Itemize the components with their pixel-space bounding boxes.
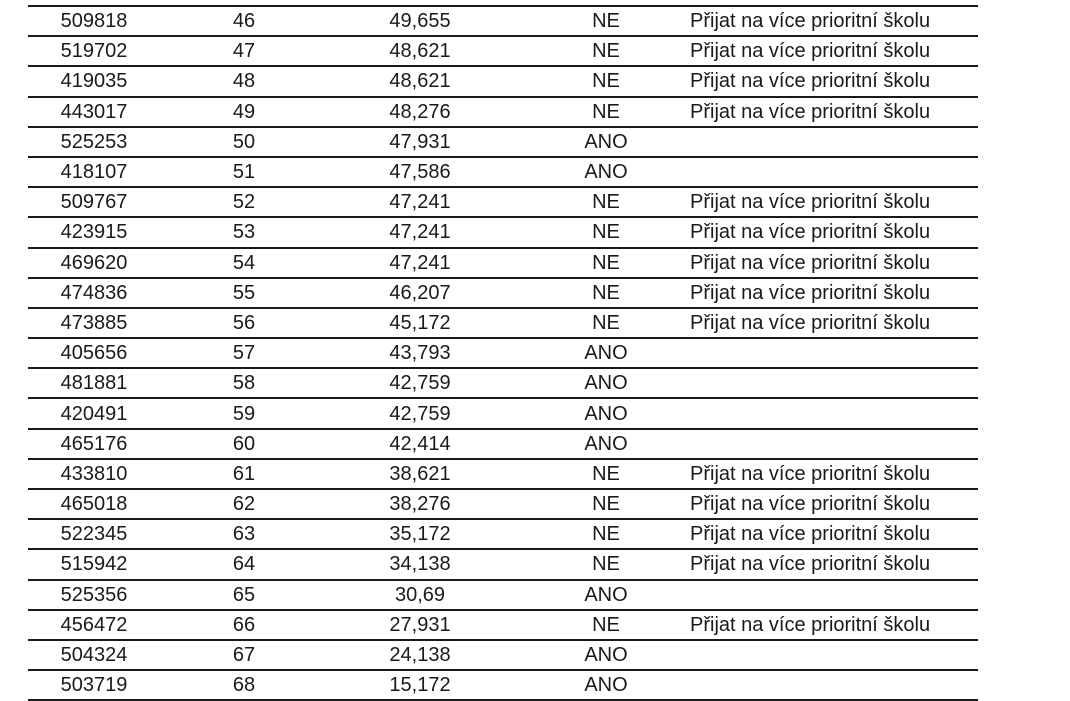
points-cell: 24,138 [389,644,451,667]
table-row [28,37,978,67]
admitted-cell: NE [592,281,620,304]
points-cell: 15,172 [389,674,451,697]
applicant-code-cell: 525356 [60,583,128,606]
rank-cell: 50 [232,130,256,153]
rank-cell: 48 [232,70,256,93]
table-row [28,7,978,37]
points-cell: 45,172 [389,311,451,334]
applicant-code-cell: 419035 [60,70,128,93]
table-row [28,98,978,128]
points-cell: 34,138 [389,553,451,576]
table-row [28,641,978,671]
table-row [28,249,978,279]
admitted-cell: ANO [584,372,628,395]
table-row [28,369,978,399]
admitted-cell: NE [592,100,620,123]
admitted-cell: NE [592,10,620,33]
applicant-code-cell: 465176 [60,432,128,455]
rank-cell: 55 [232,281,256,304]
admitted-cell: NE [592,493,620,516]
note-cell: Přijat na více prioritní školu [690,493,931,516]
note-cell: Přijat na více prioritní školu [690,40,931,63]
points-cell: 35,172 [389,523,451,546]
note-cell: Přijat na více prioritní školu [690,462,931,485]
applicant-code-cell: 525253 [60,130,128,153]
table-row [28,430,978,460]
admitted-cell: NE [592,40,620,63]
points-cell: 47,241 [389,221,451,244]
rank-cell: 63 [232,523,256,546]
rank-cell: 67 [232,644,256,667]
table-row [28,460,978,490]
rank-cell: 51 [232,161,256,184]
table-row [28,339,978,369]
applicant-code-cell: 522345 [60,523,128,546]
admitted-cell: ANO [584,402,628,425]
admitted-cell: NE [592,221,620,244]
note-cell: Přijat na více prioritní školu [690,523,931,546]
rank-cell: 47 [232,40,256,63]
rank-cell: 66 [232,613,256,636]
table-body [28,7,978,701]
rank-cell: 53 [232,221,256,244]
applicant-code-cell: 504324 [60,644,128,667]
applicant-code-cell: 474836 [60,281,128,304]
points-cell: 43,793 [389,342,451,365]
table-row [28,399,978,429]
points-cell: 47,241 [389,251,451,274]
points-cell: 49,655 [389,10,451,33]
applicant-code-cell: 418107 [60,161,128,184]
table-row [28,67,978,97]
points-cell: 48,276 [389,100,451,123]
rank-cell: 64 [232,553,256,576]
rank-cell: 58 [232,372,256,395]
points-cell: 47,586 [389,161,451,184]
applicant-code-cell: 503719 [60,674,128,697]
rank-cell: 56 [232,311,256,334]
rank-cell: 46 [232,10,256,33]
admitted-cell: NE [592,613,620,636]
table-top-rule [28,0,978,7]
applicant-code-cell: 515942 [60,553,128,576]
points-cell: 42,414 [389,432,451,455]
admitted-cell: ANO [584,342,628,365]
note-cell: Přijat na více prioritní školu [690,311,931,334]
applicant-code-cell: 473885 [60,311,128,334]
table-row [28,188,978,218]
applicant-code-cell: 443017 [60,100,128,123]
points-cell: 47,931 [389,130,451,153]
applicant-code-cell: 481881 [60,372,128,395]
applicant-code-cell: 423915 [60,221,128,244]
applicant-code-cell: 420491 [60,402,128,425]
admitted-cell: ANO [584,674,628,697]
points-cell: 38,276 [389,493,451,516]
table-row [28,611,978,641]
table-row [28,490,978,520]
table-row [28,581,978,611]
rank-cell: 62 [232,493,256,516]
applicant-code-cell: 509767 [60,191,128,214]
applicant-code-cell: 465018 [60,493,128,516]
applicant-code-cell: 405656 [60,342,128,365]
table-row [28,309,978,339]
points-cell: 46,207 [389,281,451,304]
points-cell: 47,241 [389,191,451,214]
table-row [28,128,978,158]
note-cell: Přijat na více prioritní školu [690,70,931,93]
points-cell: 27,931 [389,613,451,636]
points-cell: 48,621 [389,40,451,63]
rank-cell: 61 [232,462,256,485]
table-row [28,550,978,580]
applicant-code-cell: 433810 [60,462,128,485]
points-cell: 42,759 [389,372,451,395]
note-cell: Přijat na více prioritní školu [690,221,931,244]
note-cell: Přijat na více prioritní školu [690,281,931,304]
admitted-cell: NE [592,251,620,274]
applicant-code-cell: 509818 [60,10,128,33]
note-cell: Přijat na více prioritní školu [690,191,931,214]
table-row [28,158,978,188]
rank-cell: 68 [232,674,256,697]
admitted-cell: NE [592,191,620,214]
note-cell: Přijat na více prioritní školu [690,251,931,274]
rank-cell: 60 [232,432,256,455]
table-row [28,218,978,248]
admitted-cell: ANO [584,130,628,153]
note-cell: Přijat na více prioritní školu [690,10,931,33]
admission-results-table [28,0,978,701]
rank-cell: 59 [232,402,256,425]
applicant-code-cell: 456472 [60,613,128,636]
table-row [28,279,978,309]
admitted-cell: ANO [584,161,628,184]
table-row [28,520,978,550]
points-cell: 30,69 [394,583,446,606]
table-row [28,671,978,701]
admitted-cell: NE [592,553,620,576]
rank-cell: 57 [232,342,256,365]
points-cell: 38,621 [389,462,451,485]
admitted-cell: NE [592,462,620,485]
admitted-cell: NE [592,311,620,334]
admitted-cell: NE [592,70,620,93]
points-cell: 48,621 [389,70,451,93]
admitted-cell: NE [592,523,620,546]
applicant-code-cell: 469620 [60,251,128,274]
applicant-code-cell: 519702 [60,40,128,63]
rank-cell: 54 [232,251,256,274]
rank-cell: 65 [232,583,256,606]
rank-cell: 52 [232,191,256,214]
admitted-cell: ANO [584,432,628,455]
points-cell: 42,759 [389,402,451,425]
admitted-cell: ANO [584,644,628,667]
note-cell: Přijat na více prioritní školu [690,613,931,636]
note-cell: Přijat na více prioritní školu [690,100,931,123]
admitted-cell: ANO [584,583,628,606]
note-cell: Přijat na více prioritní školu [690,553,931,576]
rank-cell: 49 [232,100,256,123]
